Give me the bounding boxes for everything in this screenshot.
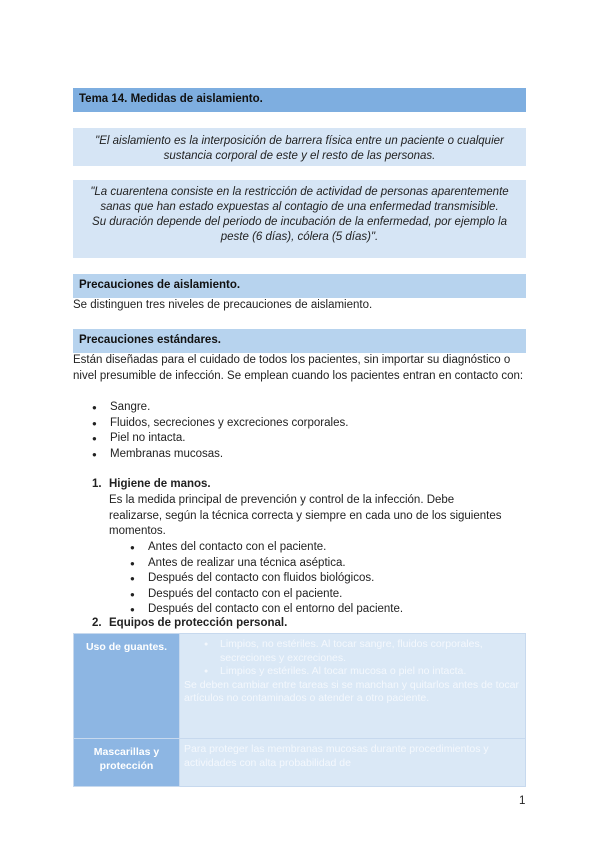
ppe-row-content xyxy=(180,634,526,739)
glove-change-text: Se deben cambiar entre tareas si se manchan y quitarlos antes de tocar artículos no contaminados o atender a otro paciente. xyxy=(184,678,520,704)
table-row xyxy=(74,634,526,739)
list-item: ● Sangre. xyxy=(92,400,348,416)
page-number: 1 xyxy=(519,795,526,807)
section-text-aislamiento: Se distinguen tres niveles de precauciones de aislamiento. xyxy=(73,299,373,311)
list-item: ● Después del contacto con el paciente. xyxy=(130,587,403,603)
hand-hygiene-text: Es la medida principal de prevención y control de la infección. Debe realizarse, según la técnica correcta y siempre en cada uno de los siguientes momentos. xyxy=(109,494,502,537)
list-item: ● Fluidos, secreciones y excreciones corporales. xyxy=(92,416,348,432)
ppe-title: Equipos de protección personal. xyxy=(109,617,288,629)
section-heading-estandares: Precauciones estándares. xyxy=(73,329,526,353)
list-item: ● Antes de realizar una técnica aséptica. xyxy=(130,556,403,572)
section-text-estandares: Están diseñadas para el cuidado de todos los pacientes, sin importar su diagnóstico o nivel presumible de infección. Se emplean cuando los pacientes entran en contacto con: xyxy=(73,354,524,382)
list-item: ● Piel no intacta. xyxy=(92,431,348,447)
glove-types-list xyxy=(184,638,521,679)
ppe-table xyxy=(73,633,526,787)
ppe-row-header: Mascarillas y protección xyxy=(74,739,180,787)
quarantine-definition-quote xyxy=(73,180,526,258)
list-item: ● Antes del contacto con el paciente. xyxy=(130,540,403,556)
list-item: ● Membranas mucosas. xyxy=(92,447,348,463)
page-title: Tema 14. Medidas de aislamiento. xyxy=(73,88,526,112)
list-item: ● Limpios y estériles. Al tocar mucosa o piel no intacta. xyxy=(184,665,521,679)
hand-hygiene-title: Higiene de manos. xyxy=(109,478,211,490)
ppe-row-content: Para proteger las membranas mucosas durante procedimientos y actividades con alta probabilidad de xyxy=(180,739,526,787)
hand-hygiene-moments-list xyxy=(130,540,403,618)
ppe-row-header: Uso de guantes. xyxy=(74,634,180,739)
quarantine-definition-line: "La cuarentena consiste en la restricción de actividad de personas aparentemente sanas que han estado expuestas al contagio de una enfermedad transmisible. xyxy=(90,186,509,213)
section-heading-aislamiento: Precauciones de aislamiento. xyxy=(73,274,526,298)
list-item: ● Limpios, no estériles. Al tocar sangre, fluidos corporales, secreciones y excreciones. xyxy=(184,638,521,665)
numbered-item-number: 1. xyxy=(92,478,102,490)
list-item: ● Después del contacto con el entorno del paciente. xyxy=(130,602,403,618)
table-row xyxy=(74,739,526,787)
list-item: ● Después del contacto con fluidos biológicos. xyxy=(130,571,403,587)
isolation-definition-quote: "El aislamiento es la interposición de barrera física entre un paciente o cualquier sustancia corporal de este y el resto de las personas. xyxy=(73,128,526,166)
contact-list xyxy=(92,400,348,462)
numbered-item-number: 2. xyxy=(92,617,102,629)
quarantine-duration-line: Su duración depende del periodo de incubación de la enfermedad, por ejemplo la peste (6 días), cólera (5 días)". xyxy=(92,216,507,243)
